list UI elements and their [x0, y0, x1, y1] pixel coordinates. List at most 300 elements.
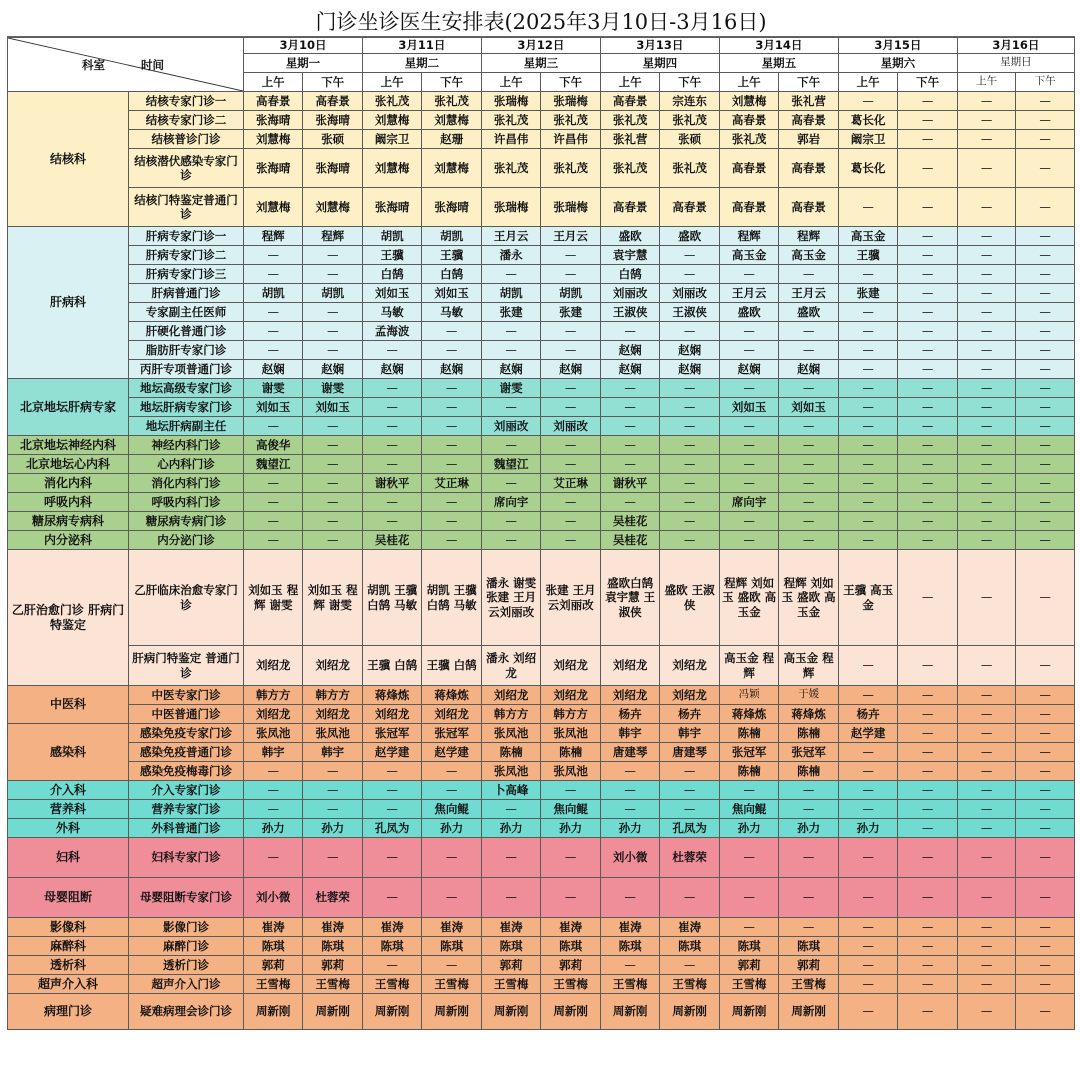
- doctor-cell: 王雪梅: [660, 975, 720, 994]
- doctor-cell: 焦向鲲: [422, 800, 482, 819]
- doctor-cell: —: [422, 417, 482, 436]
- doctor-cell: 赵娴: [660, 360, 720, 379]
- doctor-cell: 周新刚: [660, 994, 720, 1030]
- doctor-cell: 盛欧: [600, 227, 659, 246]
- day-date: 3月13日: [600, 38, 719, 54]
- doctor-cell: 许昌伟: [481, 130, 540, 149]
- doctor-cell: —: [660, 878, 720, 918]
- doctor-cell: —: [957, 455, 1015, 474]
- table-row: [8, 724, 1075, 743]
- table-row: [8, 149, 1075, 188]
- day-weekday: 星期四: [600, 54, 719, 73]
- doctor-cell: —: [362, 341, 421, 360]
- doctor-cell: —: [957, 322, 1015, 341]
- doctor-cell: —: [838, 762, 897, 781]
- doctor-cell: 高春景: [779, 149, 839, 188]
- doctor-cell: 刘绍龙: [303, 705, 363, 724]
- doctor-cell: —: [779, 322, 839, 341]
- doctor-cell: —: [303, 246, 363, 265]
- doctor-cell: —: [541, 838, 601, 878]
- doctor-cell: 席向宇: [481, 493, 540, 512]
- doctor-cell: 张硕: [660, 130, 720, 149]
- doctor-cell: —: [957, 781, 1015, 800]
- doctor-cell: —: [541, 322, 601, 341]
- doctor-cell: 谢雯: [303, 379, 363, 398]
- clinic-name: 结核普诊门诊: [129, 130, 244, 149]
- doctor-cell: 孙力: [779, 819, 839, 838]
- table-row: [8, 531, 1075, 550]
- doctor-cell: 张礼茂: [541, 149, 601, 188]
- doctor-cell: 张凤池: [541, 762, 601, 781]
- doctor-cell: 冯颖: [719, 686, 778, 705]
- doctor-cell: —: [1016, 878, 1075, 918]
- doctor-cell: —: [898, 130, 958, 149]
- doctor-cell: —: [779, 455, 839, 474]
- table-row: [8, 436, 1075, 455]
- doctor-cell: 高玉金 程辉: [779, 646, 839, 686]
- doctor-cell: —: [660, 956, 720, 975]
- doctor-cell: 张建: [541, 303, 601, 322]
- doctor-cell: 蒋烽炼: [779, 705, 839, 724]
- doctor-cell: —: [1016, 838, 1075, 878]
- doctor-cell: —: [481, 398, 540, 417]
- doctor-cell: —: [600, 379, 659, 398]
- doctor-cell: —: [541, 436, 601, 455]
- doctor-cell: 刘慧梅: [422, 111, 482, 130]
- doctor-cell: —: [898, 417, 958, 436]
- table-row: [8, 937, 1075, 956]
- dept-name: 北京地坛神经内科: [8, 436, 129, 455]
- table-row: [8, 455, 1075, 474]
- doctor-cell: 郭莉: [719, 956, 778, 975]
- doctor-cell: 周新刚: [243, 994, 302, 1030]
- doctor-cell: 陈琪: [600, 937, 659, 956]
- doctor-cell: 张礼茂: [660, 111, 720, 130]
- doctor-cell: 谢雯: [243, 379, 302, 398]
- doctor-cell: 程辉: [243, 227, 302, 246]
- doctor-cell: —: [1016, 762, 1075, 781]
- doctor-cell: 胡凯: [481, 284, 540, 303]
- doctor-cell: 陈琪: [719, 937, 778, 956]
- doctor-cell: 张冠军: [422, 724, 482, 743]
- slot-pm: 下午: [898, 73, 958, 92]
- doctor-cell: 刘慧梅: [243, 130, 302, 149]
- doctor-cell: —: [898, 360, 958, 379]
- doctor-cell: —: [957, 493, 1015, 512]
- header-corner: [8, 38, 244, 92]
- doctor-cell: 孙力: [838, 819, 897, 838]
- doctor-cell: —: [957, 149, 1015, 188]
- doctor-cell: —: [898, 379, 958, 398]
- doctor-cell: 王骥: [362, 246, 421, 265]
- doctor-cell: 崔涛: [660, 918, 720, 937]
- doctor-cell: 陈楠: [779, 762, 839, 781]
- doctor-cell: 陈楠: [719, 724, 778, 743]
- doctor-cell: —: [898, 762, 958, 781]
- table-row: [8, 550, 1075, 646]
- doctor-cell: 盛欧: [779, 303, 839, 322]
- doctor-cell: —: [660, 781, 720, 800]
- doctor-cell: 周新刚: [422, 994, 482, 1030]
- doctor-cell: —: [898, 111, 958, 130]
- doctor-cell: —: [719, 781, 778, 800]
- doctor-cell: —: [481, 512, 540, 531]
- clinic-name: 肝病专家门诊二: [129, 246, 244, 265]
- clinic-name: 内分泌门诊: [129, 531, 244, 550]
- doctor-cell: —: [898, 838, 958, 878]
- doctor-cell: —: [957, 918, 1015, 937]
- doctor-cell: 赵娴: [362, 360, 421, 379]
- doctor-cell: —: [838, 878, 897, 918]
- doctor-cell: —: [660, 322, 720, 341]
- doctor-cell: —: [303, 265, 363, 284]
- doctor-cell: —: [779, 531, 839, 550]
- doctor-cell: —: [957, 686, 1015, 705]
- clinic-name: 地坛高级专家门诊: [129, 379, 244, 398]
- doctor-cell: 王淑侠: [600, 303, 659, 322]
- doctor-cell: —: [600, 398, 659, 417]
- doctor-cell: —: [1016, 398, 1075, 417]
- doctor-cell: 高春景: [660, 188, 720, 227]
- dept-name: 消化内科: [8, 474, 129, 493]
- doctor-cell: —: [1016, 246, 1075, 265]
- doctor-cell: —: [422, 956, 482, 975]
- doctor-cell: 胡凯: [243, 284, 302, 303]
- doctor-cell: —: [1016, 111, 1075, 130]
- doctor-cell: —: [600, 493, 659, 512]
- clinic-name: 肝病专家门诊一: [129, 227, 244, 246]
- doctor-cell: 陈琪: [481, 937, 540, 956]
- doctor-cell: —: [838, 92, 897, 111]
- doctor-cell: 刘慧梅: [243, 188, 302, 227]
- doctor-cell: —: [243, 417, 302, 436]
- doctor-cell: 陈琪: [660, 937, 720, 956]
- doctor-cell: —: [898, 819, 958, 838]
- doctor-cell: 赵娴: [600, 341, 659, 360]
- doctor-cell: 郭莉: [481, 956, 540, 975]
- doctor-cell: —: [660, 265, 720, 284]
- doctor-cell: 袁宇慧: [600, 246, 659, 265]
- doctor-cell: —: [898, 781, 958, 800]
- doctor-cell: 崔涛: [303, 918, 363, 937]
- doctor-cell: —: [422, 322, 482, 341]
- doctor-cell: 刘绍龙: [660, 646, 720, 686]
- doctor-cell: —: [1016, 512, 1075, 531]
- doctor-cell: 王骥 白鹄: [422, 646, 482, 686]
- doctor-cell: —: [898, 724, 958, 743]
- table-row: [8, 322, 1075, 341]
- doctor-cell: 胡凯: [303, 284, 363, 303]
- doctor-cell: —: [957, 398, 1015, 417]
- table-row: [8, 686, 1075, 705]
- doctor-cell: 王月云: [779, 284, 839, 303]
- doctor-cell: —: [957, 762, 1015, 781]
- doctor-cell: 马敏: [422, 303, 482, 322]
- doctor-cell: 孙力: [541, 819, 601, 838]
- doctor-cell: —: [1016, 149, 1075, 188]
- doctor-cell: —: [243, 838, 302, 878]
- doctor-cell: 谢秋平: [362, 474, 421, 493]
- doctor-cell: 许昌伟: [541, 130, 601, 149]
- dept-name: 麻醉科: [8, 937, 129, 956]
- doctor-cell: 刘绍龙: [481, 686, 540, 705]
- doctor-cell: —: [779, 417, 839, 436]
- doctor-cell: —: [957, 303, 1015, 322]
- doctor-cell: —: [481, 341, 540, 360]
- doctor-cell: —: [1016, 781, 1075, 800]
- doctor-cell: 王淑侠: [660, 303, 720, 322]
- doctor-cell: —: [838, 417, 897, 436]
- dept-name: 肝病科: [8, 227, 129, 379]
- doctor-cell: —: [838, 303, 897, 322]
- doctor-cell: 杨卉: [600, 705, 659, 724]
- doctor-cell: —: [957, 474, 1015, 493]
- doctor-cell: 王月云: [541, 227, 601, 246]
- doctor-cell: —: [779, 781, 839, 800]
- dept-name: 介入科: [8, 781, 129, 800]
- slot-am: 上午: [600, 73, 659, 92]
- doctor-cell: 孙力: [719, 819, 778, 838]
- doctor-cell: 马敏: [362, 303, 421, 322]
- doctor-cell: 赵娴: [660, 341, 720, 360]
- doctor-cell: 刘绍龙: [362, 705, 421, 724]
- clinic-name: 感染免疫普通门诊: [129, 743, 244, 762]
- doctor-cell: —: [660, 800, 720, 819]
- doctor-cell: —: [957, 956, 1015, 975]
- doctor-cell: 张海晴: [303, 111, 363, 130]
- doctor-cell: —: [838, 398, 897, 417]
- doctor-cell: 焦向鲲: [719, 800, 778, 819]
- doctor-cell: 胡凯: [362, 227, 421, 246]
- slot-pm: 下午: [303, 73, 363, 92]
- doctor-cell: 吴桂花: [600, 531, 659, 550]
- dept-name: 结核科: [8, 92, 129, 227]
- doctor-cell: —: [362, 800, 421, 819]
- doctor-cell: —: [1016, 550, 1075, 646]
- doctor-cell: —: [422, 436, 482, 455]
- slot-pm: 下午: [541, 73, 601, 92]
- doctor-cell: 胡凯: [422, 227, 482, 246]
- doctor-cell: 周新刚: [719, 994, 778, 1030]
- doctor-cell: —: [898, 686, 958, 705]
- clinic-name: 肝病专家门诊三: [129, 265, 244, 284]
- doctor-cell: —: [898, 743, 958, 762]
- doctor-cell: —: [719, 322, 778, 341]
- doctor-cell: 蒋烽炼: [719, 705, 778, 724]
- doctor-cell: 郭莉: [303, 956, 363, 975]
- doctor-cell: 王雪梅: [422, 975, 482, 994]
- doctor-cell: 刘绍龙: [541, 686, 601, 705]
- doctor-cell: —: [1016, 724, 1075, 743]
- doctor-cell: 孙力: [600, 819, 659, 838]
- doctor-cell: 韩宇: [660, 724, 720, 743]
- doctor-cell: 刘绍龙: [600, 646, 659, 686]
- day-weekday: 星期二: [362, 54, 481, 73]
- doctor-cell: —: [957, 227, 1015, 246]
- doctor-cell: 张礼营: [779, 92, 839, 111]
- doctor-cell: —: [898, 246, 958, 265]
- doctor-cell: —: [957, 937, 1015, 956]
- dept-name: 妇科: [8, 838, 129, 878]
- doctor-cell: —: [957, 646, 1015, 686]
- doctor-cell: 唐建琴: [660, 743, 720, 762]
- doctor-cell: —: [243, 303, 302, 322]
- doctor-cell: 胡凯 王骥 白鹄 马敏: [362, 550, 421, 646]
- table-row: [8, 918, 1075, 937]
- doctor-cell: 孙力: [243, 819, 302, 838]
- doctor-cell: 刘丽改: [541, 417, 601, 436]
- table-row: [8, 227, 1075, 246]
- doctor-cell: —: [898, 227, 958, 246]
- doctor-cell: 刘绍龙: [303, 646, 363, 686]
- doctor-cell: 赵学建: [362, 743, 421, 762]
- clinic-name: 肝病门特鉴定 普通门诊: [129, 646, 244, 686]
- page-title: 门诊坐诊医生安排表(2025年3月10日-3月16日): [7, 8, 1075, 37]
- doctor-cell: —: [541, 265, 601, 284]
- doctor-cell: —: [1016, 743, 1075, 762]
- doctor-cell: —: [779, 474, 839, 493]
- clinic-name: 中医普通门诊: [129, 705, 244, 724]
- dept-name: 母婴阻断: [8, 878, 129, 918]
- doctor-cell: 王月云: [719, 284, 778, 303]
- clinic-name: 超声介入门诊: [129, 975, 244, 994]
- doctor-cell: —: [303, 781, 363, 800]
- table-row: [8, 994, 1075, 1030]
- doctor-cell: —: [660, 531, 720, 550]
- doctor-cell: —: [898, 284, 958, 303]
- doctor-cell: 崔涛: [422, 918, 482, 937]
- doctor-cell: 陈琪: [243, 937, 302, 956]
- clinic-name: 结核专家门诊二: [129, 111, 244, 130]
- doctor-cell: —: [660, 417, 720, 436]
- doctor-cell: —: [898, 265, 958, 284]
- doctor-cell: 杜蓉荣: [303, 878, 363, 918]
- doctor-cell: 唐建琴: [600, 743, 659, 762]
- doctor-cell: 张硕: [303, 130, 363, 149]
- doctor-cell: —: [898, 92, 958, 111]
- doctor-cell: —: [660, 246, 720, 265]
- dept-name: 病理门诊: [8, 994, 129, 1030]
- clinic-name: 呼吸内科门诊: [129, 493, 244, 512]
- doctor-cell: 张礼茂: [600, 149, 659, 188]
- doctor-cell: 杨卉: [838, 705, 897, 724]
- table-row: [8, 743, 1075, 762]
- doctor-cell: —: [898, 398, 958, 417]
- doctor-cell: —: [898, 303, 958, 322]
- doctor-cell: 张礼茂: [719, 130, 778, 149]
- doctor-cell: 陈楠: [541, 743, 601, 762]
- table-row: [8, 838, 1075, 878]
- doctor-cell: 胡凯: [541, 284, 601, 303]
- doctor-cell: —: [600, 800, 659, 819]
- doctor-cell: 刘小微: [243, 878, 302, 918]
- doctor-cell: —: [1016, 265, 1075, 284]
- doctor-cell: —: [898, 800, 958, 819]
- doctor-cell: 焦向鲲: [541, 800, 601, 819]
- doctor-cell: 高春景: [779, 111, 839, 130]
- clinic-name: 肝硬化普通门诊: [129, 322, 244, 341]
- slot-am: 上午: [243, 73, 302, 92]
- doctor-cell: —: [362, 493, 421, 512]
- doctor-cell: —: [838, 341, 897, 360]
- doctor-cell: —: [660, 493, 720, 512]
- doctor-cell: —: [541, 781, 601, 800]
- day-date: 3月11日: [362, 38, 481, 54]
- doctor-cell: 孙力: [481, 819, 540, 838]
- schedule-table: [7, 37, 1075, 1030]
- doctor-cell: 刘如玉 程辉 谢雯: [243, 550, 302, 646]
- day-weekday: 星期一: [243, 54, 362, 73]
- doctor-cell: —: [303, 838, 363, 878]
- doctor-cell: 刘绍龙: [660, 686, 720, 705]
- dept-name: 糖尿病专病科: [8, 512, 129, 531]
- doctor-cell: —: [838, 531, 897, 550]
- doctor-cell: —: [957, 246, 1015, 265]
- clinic-name: 疑难病理会诊门诊: [129, 994, 244, 1030]
- doctor-cell: —: [243, 265, 302, 284]
- doctor-cell: —: [838, 937, 897, 956]
- doctor-cell: —: [1016, 341, 1075, 360]
- clinic-name: 乙肝临床治愈专家门诊: [129, 550, 244, 646]
- doctor-cell: 陈琪: [779, 937, 839, 956]
- table-row: [8, 800, 1075, 819]
- doctor-cell: —: [779, 265, 839, 284]
- table-row: [8, 379, 1075, 398]
- table-row: [8, 474, 1075, 493]
- doctor-cell: —: [481, 474, 540, 493]
- doctor-cell: 刘如玉 程辉 谢雯: [303, 550, 363, 646]
- doctor-cell: 刘慧梅: [362, 111, 421, 130]
- doctor-cell: —: [303, 436, 363, 455]
- doctor-cell: —: [1016, 646, 1075, 686]
- doctor-cell: —: [481, 531, 540, 550]
- doctor-cell: 刘如玉: [779, 398, 839, 417]
- doctor-cell: 赵学建: [838, 724, 897, 743]
- clinic-name: 营养专家门诊: [129, 800, 244, 819]
- dept-name: 影像科: [8, 918, 129, 937]
- doctor-cell: 刘如玉: [362, 284, 421, 303]
- doctor-cell: 程辉: [719, 227, 778, 246]
- doctor-cell: 程辉 刘如玉 盛欧 高玉金: [779, 550, 839, 646]
- doctor-cell: —: [541, 455, 601, 474]
- doctor-cell: —: [838, 918, 897, 937]
- doctor-cell: —: [957, 92, 1015, 111]
- day-date: 3月10日: [243, 38, 362, 54]
- doctor-cell: 王雪梅: [362, 975, 421, 994]
- table-row: [8, 246, 1075, 265]
- doctor-cell: —: [1016, 284, 1075, 303]
- doctor-cell: —: [600, 781, 659, 800]
- doctor-cell: —: [1016, 531, 1075, 550]
- doctor-cell: —: [600, 878, 659, 918]
- doctor-cell: 盛欧: [719, 303, 778, 322]
- doctor-cell: —: [541, 398, 601, 417]
- doctor-cell: 陈琪: [422, 937, 482, 956]
- doctor-cell: —: [779, 512, 839, 531]
- doctor-cell: —: [719, 474, 778, 493]
- doctor-cell: 王雪梅: [541, 975, 601, 994]
- doctor-cell: —: [957, 531, 1015, 550]
- doctor-cell: —: [362, 455, 421, 474]
- doctor-cell: 魏望江: [481, 455, 540, 474]
- doctor-cell: 高春景: [303, 92, 363, 111]
- clinic-name: 妇科专家门诊: [129, 838, 244, 878]
- day-weekday: 星期六: [838, 54, 957, 73]
- doctor-cell: —: [660, 398, 720, 417]
- dept-name: 超声介入科: [8, 975, 129, 994]
- doctor-cell: —: [1016, 417, 1075, 436]
- doctor-cell: 张冠军: [719, 743, 778, 762]
